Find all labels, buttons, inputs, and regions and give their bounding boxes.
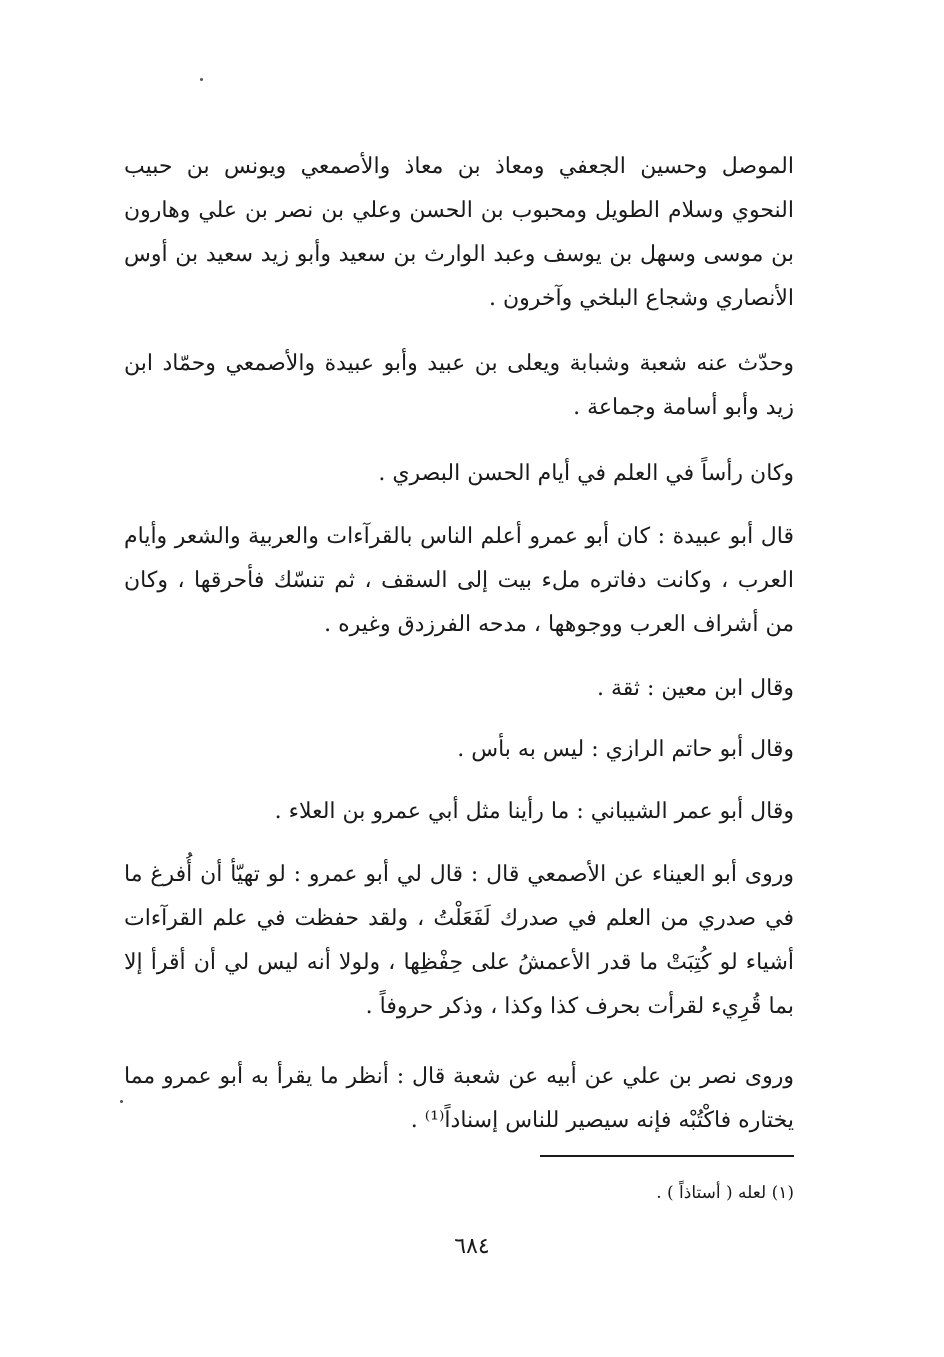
page-number: ٦٨٤ [454, 1234, 490, 1259]
paragraph-narrators-list: الموصل وحسين الجعفي ومعاذ بن معاذ والأصمعي ويونس بن حبيب النحوي وسلام الطويل ومحبوب بن الحسن وعلي بن نصر بن علي وهارون بن موسى وسهل بن يوسف وعبد الوارث بن سعيد وأبو زيد سعيد بن أوس الأنصاري وشجاع البلخي وآخرون . [124, 154, 794, 311]
paragraph-abu-hatim: وقال أبو حاتم الرازي : ليس به بأس . [457, 737, 794, 762]
footnote-divider [540, 1155, 794, 1157]
paragraph-transmitters: وحدّث عنه شعبة وشبابة ويعلى بن عبيد وأبو عبيدة والأصمعي وحمّاد ابن زيد وأبو أسامة وجماعة . [124, 351, 794, 420]
scan-speck [200, 78, 203, 81]
paragraph-nasr-ibn-ali: وروى نصر بن علي عن أبيه عن شعبة قال : أنظر ما يقرأ به أبو عمرو مما يختاره فاكْتُبْه فإنه سيصير للناس إسناداً⁽¹⁾ . [124, 1064, 794, 1133]
paragraph-knowledge-head: وكان رأساً في العلم في أيام الحسن البصري . [378, 461, 794, 486]
paragraph-abu-ubayda-quote: قال أبو عبيدة : كان أبو عمرو أعلم الناس بالقرآءات والعربية والشعر وأيام العرب ، وكانت دفاتره ملء بيت إلى السقف ، ثم تنسّك فأحرقها ، وكان من أشراف العرب ووجوهها ، مدحه الفرزدق وغيره . [124, 524, 794, 637]
paragraph-shaybani: وقال أبو عمر الشيباني : ما رأينا مثل أبي عمرو بن العلاء . [274, 799, 794, 824]
footnote: (١) لعله ( أستاذاً ) . [656, 1183, 794, 1203]
paragraph-ibn-main: وقال ابن معين : ثقة . [596, 676, 794, 701]
scan-speck [120, 1100, 123, 1103]
paragraph-abu-al-ayna: وروى أبو العيناء عن الأصمعي قال : قال لي أبو عمرو : لو تهيّأ أن أُفرغ ما في صدري من العلم في صدرك لَفَعَلْتُ ، ولقد حفظت في علم القرآءات أشياء لو كُتِبَتْ ما قدر الأعمشُ على حِفْظِها ، ولولا أنه ليس لي أن أقرأ إلا بما قُرِيء لقرأت بحرف كذا وكذا ، وذكر حروفاً . [124, 862, 794, 1019]
